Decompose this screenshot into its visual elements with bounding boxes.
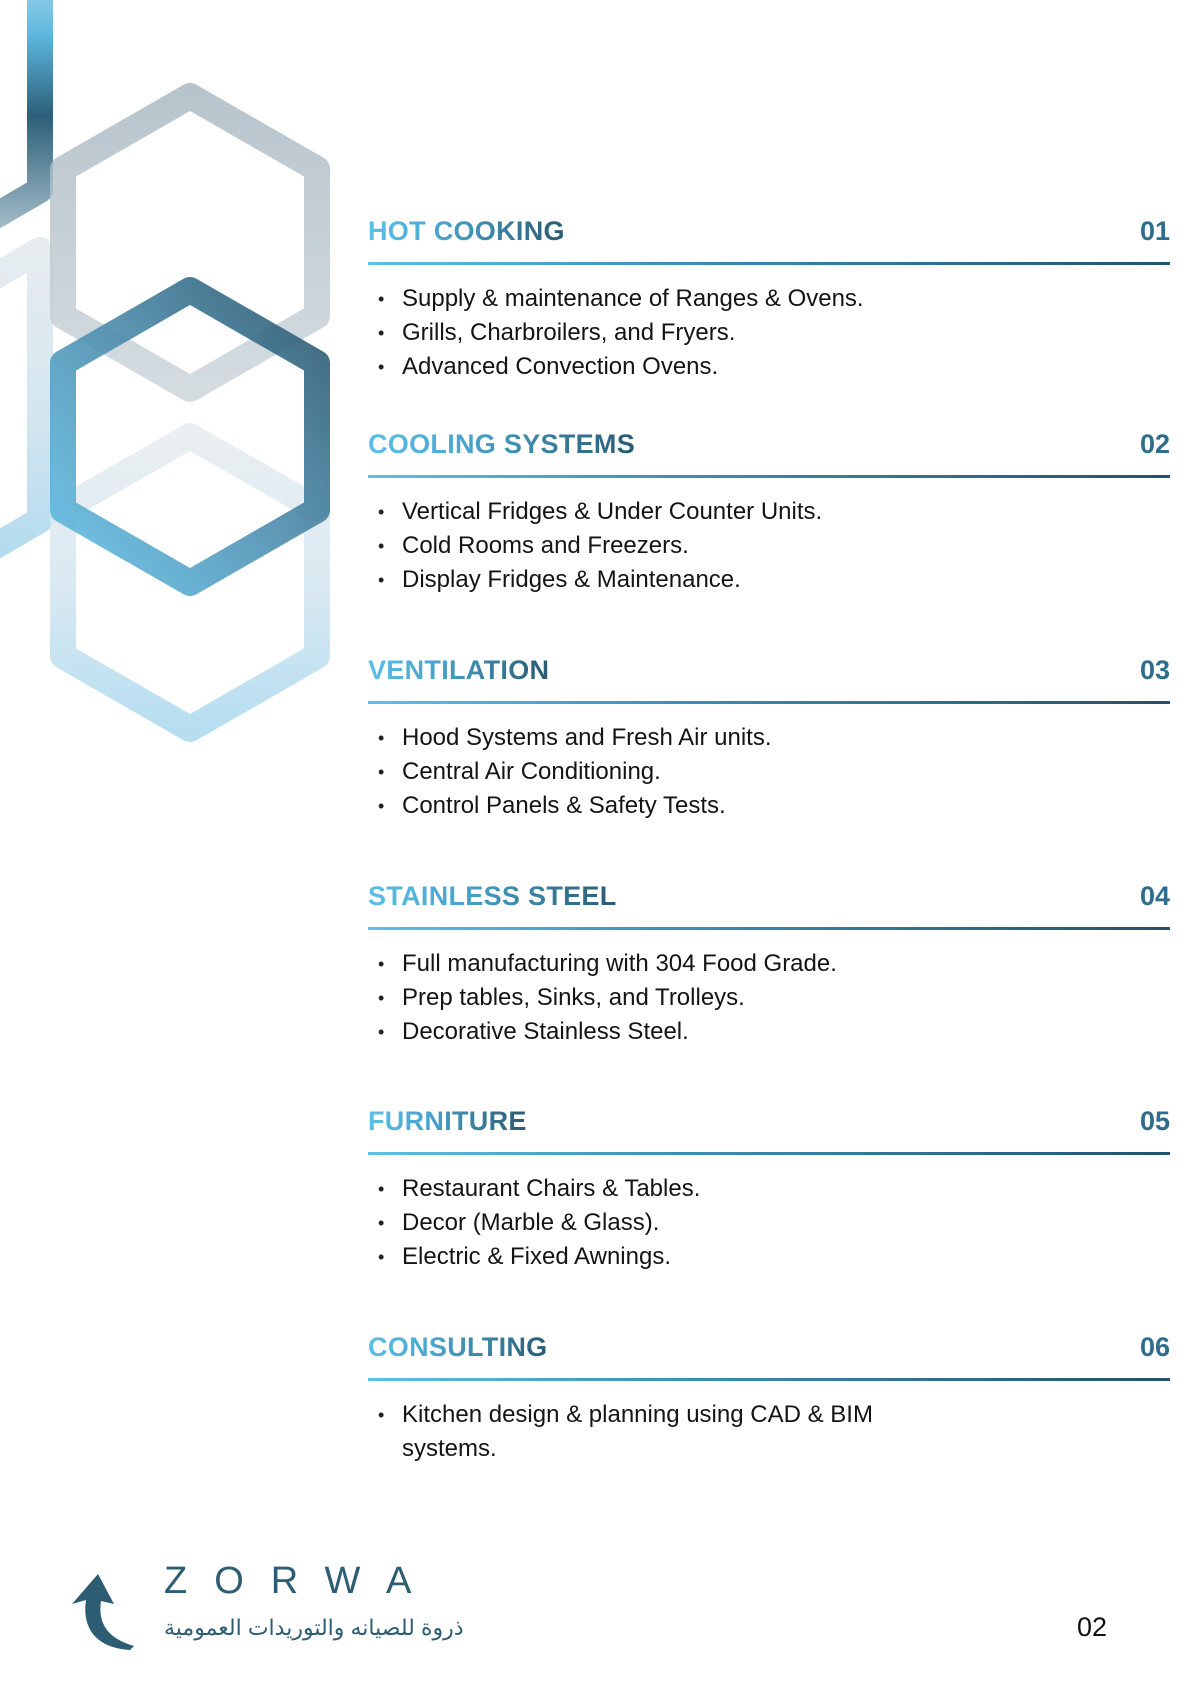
section-list [378, 1398, 938, 1466]
logo-arabic-tagline: ذروة للصيانه والتوريدات العمومية [164, 1615, 464, 1640]
page-number: 02 [1077, 1612, 1108, 1642]
section-ventilation [368, 655, 1170, 819]
section-list [378, 947, 998, 1049]
section-furniture [368, 1106, 1170, 1270]
list-item: • Central Air Conditioning. [378, 755, 998, 789]
section-title: CONSULTING [368, 1332, 548, 1362]
section-divider [368, 475, 1170, 478]
section-divider [368, 1152, 1170, 1155]
list-item: • Electric & Fixed Awnings. [378, 1240, 998, 1274]
section-number: 02 [1139, 429, 1170, 459]
section-stainless-steel [368, 881, 1170, 1045]
list-item: • Control Panels & Safety Tests. [378, 789, 998, 823]
section-cooling-systems [368, 429, 1170, 593]
section-list [378, 721, 998, 823]
list-item: • Display Fridges & Maintenance. [378, 563, 998, 597]
list-item: • Kitchen design & planning using CAD & BIM systems. [378, 1398, 938, 1466]
section-list [378, 1172, 998, 1274]
section-title: STAINLESS STEEL [368, 881, 617, 911]
list-item: • Decor (Marble & Glass). [378, 1206, 998, 1240]
section-divider [368, 927, 1170, 930]
list-item: • Hood Systems and Fresh Air units. [378, 721, 998, 755]
section-number: 01 [1139, 216, 1170, 246]
logo-wordmark: ZORWA [164, 1560, 439, 1602]
section-title: COOLING SYSTEMS [368, 429, 636, 459]
list-item: • Decorative Stainless Steel. [378, 1015, 998, 1049]
section-title: FURNITURE [368, 1106, 527, 1136]
list-item: • Grills, Charbroilers, and Fryers. [378, 316, 998, 350]
list-item: • Supply & maintenance of Ranges & Ovens. [378, 282, 998, 316]
section-divider [368, 262, 1170, 265]
section-divider [368, 1378, 1170, 1381]
section-consulting [368, 1332, 1170, 1462]
section-list [378, 282, 998, 384]
curved-arrow-icon [56, 1570, 146, 1660]
list-item: • Advanced Convection Ovens. [378, 350, 998, 384]
list-item: • Cold Rooms and Freezers. [378, 529, 998, 563]
section-number: 06 [1139, 1332, 1170, 1362]
section-list [378, 495, 998, 597]
company-logo [56, 1560, 476, 1660]
section-divider [368, 701, 1170, 704]
section-title: VENTILATION [368, 655, 550, 685]
section-number: 04 [1139, 881, 1170, 911]
list-item: • Full manufacturing with 304 Food Grade. [378, 947, 998, 981]
section-hot-cooking [368, 216, 1170, 380]
list-item: • Restaurant Chairs & Tables. [378, 1172, 998, 1206]
section-number: 03 [1139, 655, 1170, 685]
list-item: • Prep tables, Sinks, and Trolleys. [378, 981, 998, 1015]
hexagon-pattern [0, 0, 340, 760]
section-title: HOT COOKING [368, 216, 565, 246]
section-number: 05 [1139, 1106, 1170, 1136]
list-item: • Vertical Fridges & Under Counter Units. [378, 495, 998, 529]
